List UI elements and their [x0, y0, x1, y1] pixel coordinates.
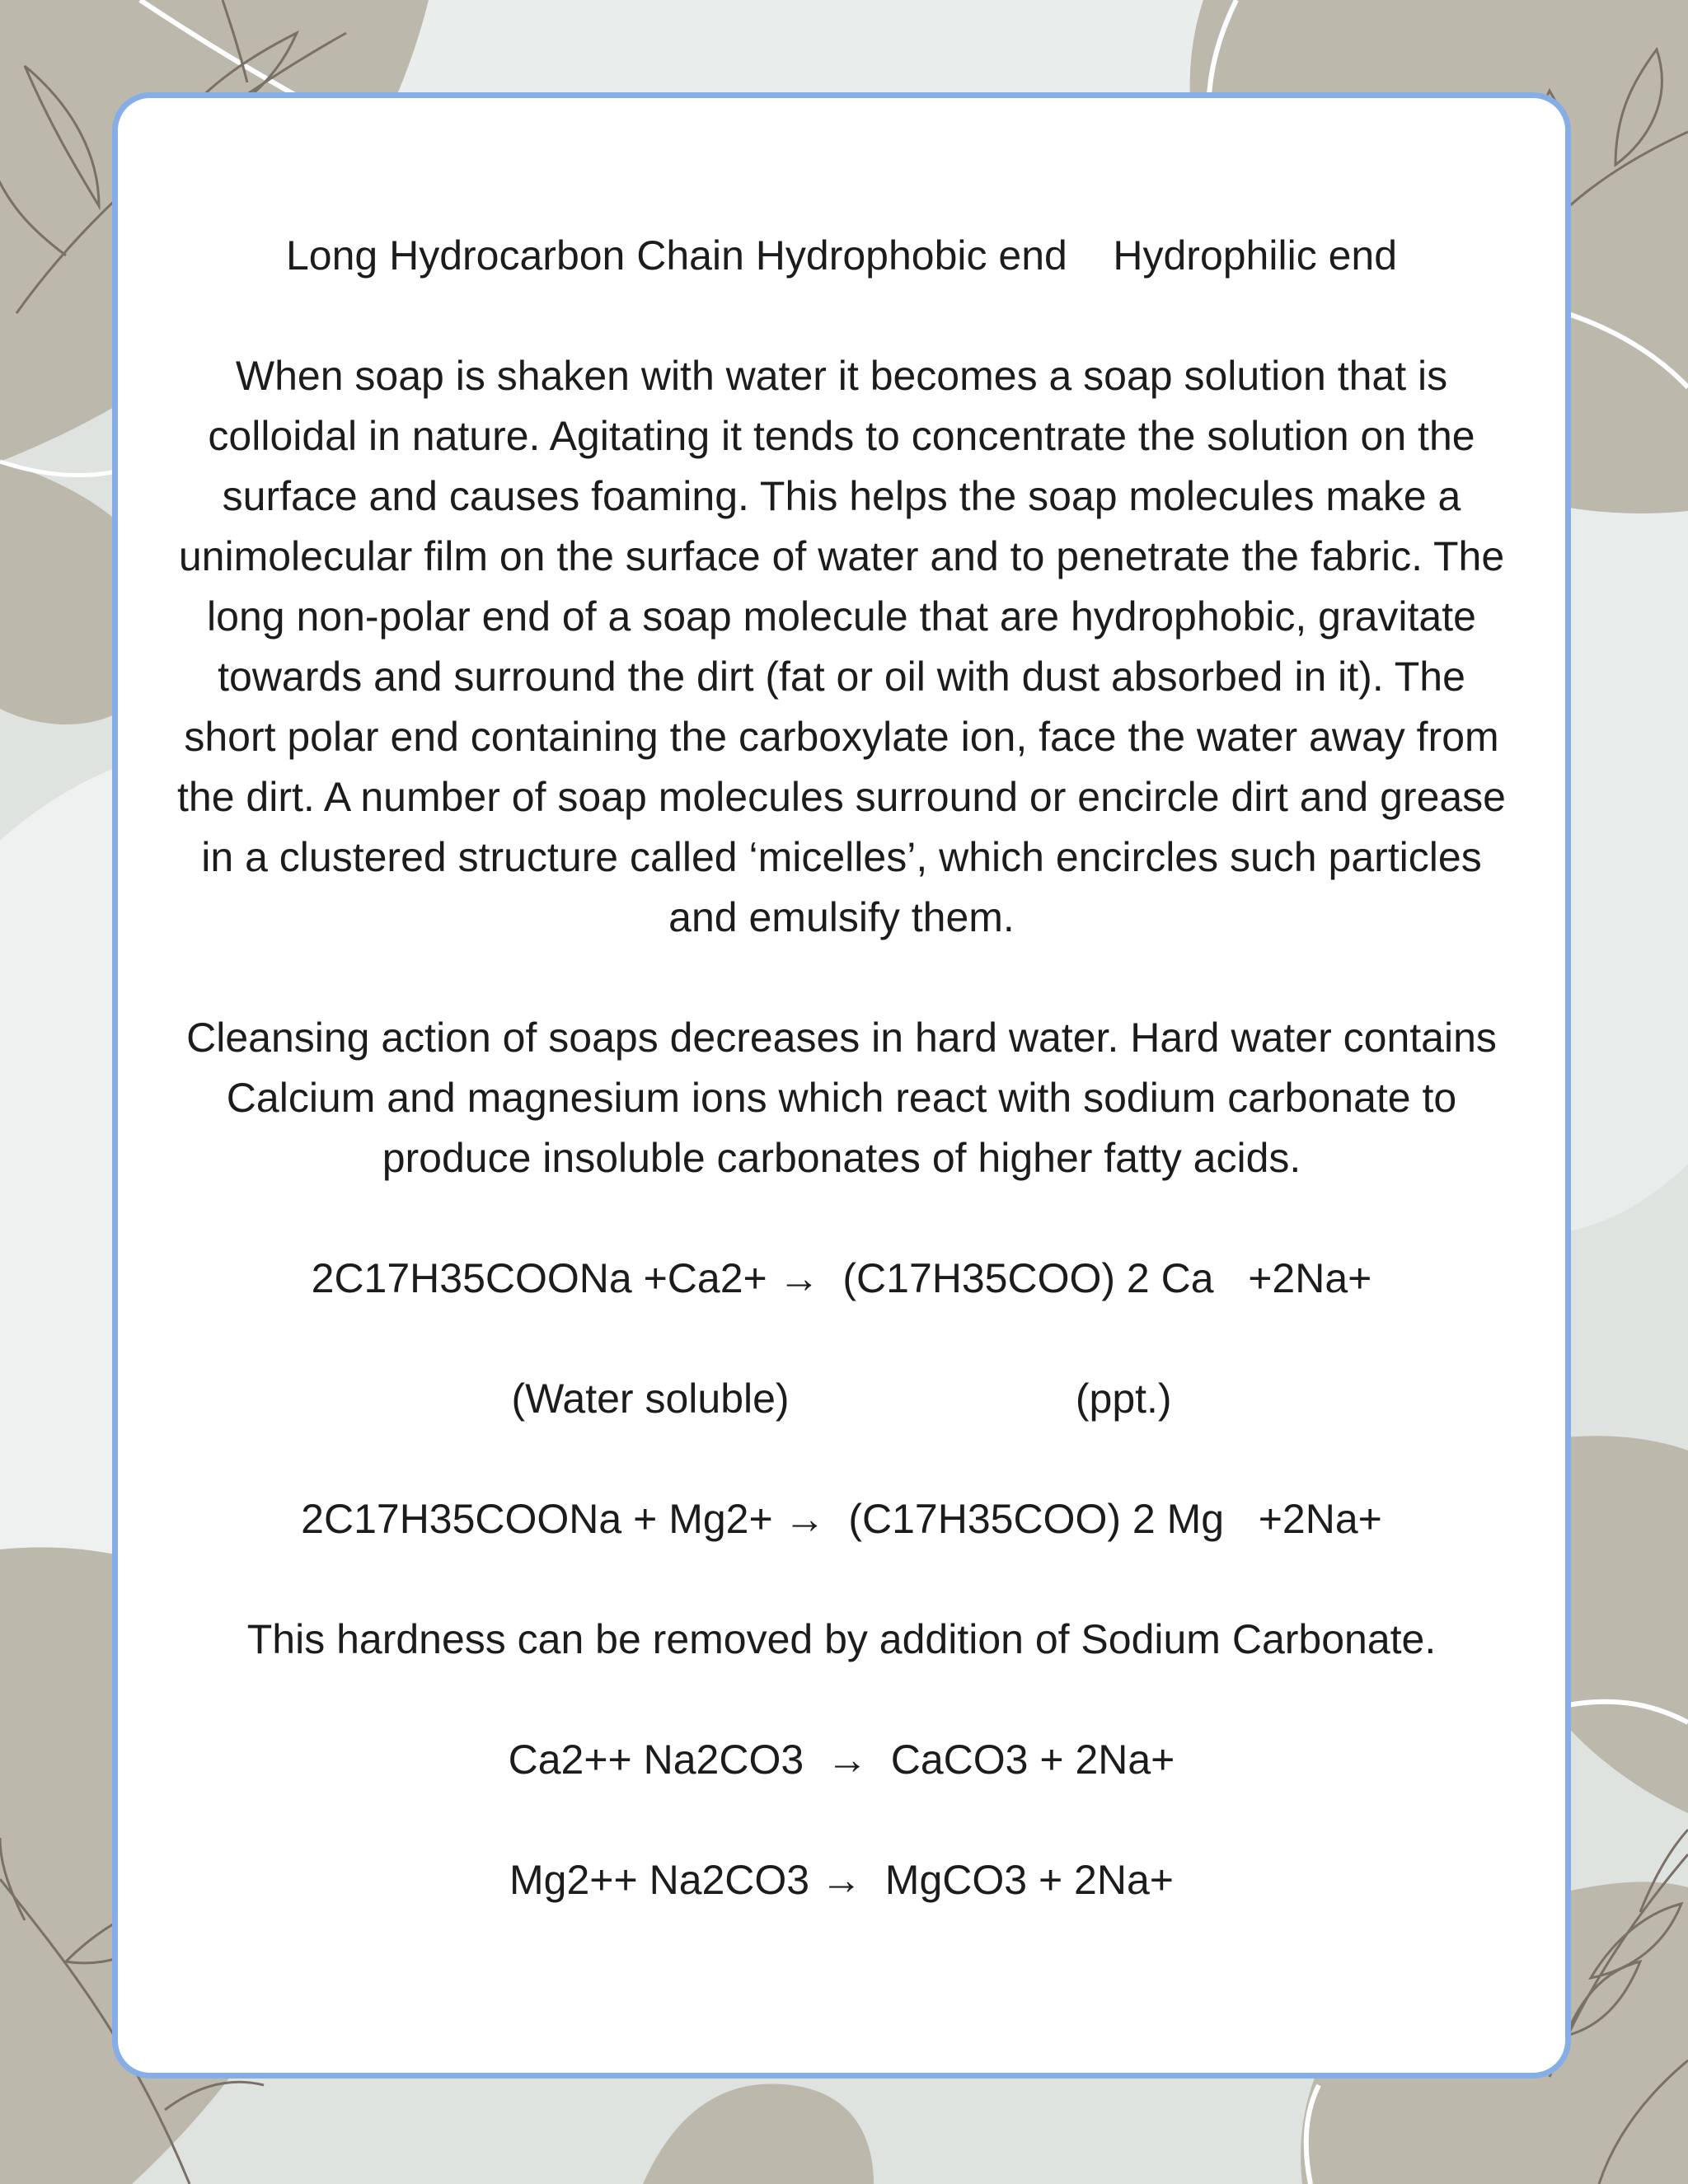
paragraph-micelles: When soap is shaken with water it becomes a soap solution that is colloidal in nature. Agitating it tends to concentrate the solution on the surface and causes foaming. This helps the soap molecules make a unimolecular film on the surface of water and to penetrate the fabric. The long non-polar end of a soap molecule that are hydrophobic, gravitate towards and surround the dirt (fat or oil with dust absorbed in it). The short polar end containing the carboxylate ion, face the water away from the dirt. A number of soap molecules surround or encircle dirt and grease in a clustered structure called ‘micelles’, which encircles such particles and emulsify them. — [177, 353, 1517, 940]
equation-mg-carbonate: Mg2++ Na2CO3 → MgCO3 + 2Na+ — [509, 1857, 1174, 1903]
header-line: Long Hydrocarbon Chain Hydrophobic end Hydrophilic end — [285, 232, 1398, 279]
equation-ca-carbonate: Ca2++ Na2CO3 → CaCO3 + 2Na+ — [508, 1736, 1175, 1783]
equation-magnesium: 2C17H35COONa + Mg2+ → (C17H35COO) 2 Mg +2Na+ — [301, 1496, 1382, 1542]
document-body — [118, 98, 1565, 1971]
hardness-note: This hardness can be removed by addition of Sodium Carbonate. — [246, 1616, 1437, 1662]
equation-labels: (Water soluble) (ppt.) — [511, 1376, 1172, 1422]
paragraph-hard-water: Cleansing action of soaps decreases in hard water. Hard water contains Calcium and magnesium ions which react with sodium carbonate to produce insoluble carbonates of higher fatty acids. — [186, 1015, 1508, 1181]
equation-calcium: 2C17H35COONa +Ca2+ → (C17H35COO) 2 Ca +2Na+ — [311, 1255, 1372, 1301]
content-card — [112, 92, 1571, 2079]
